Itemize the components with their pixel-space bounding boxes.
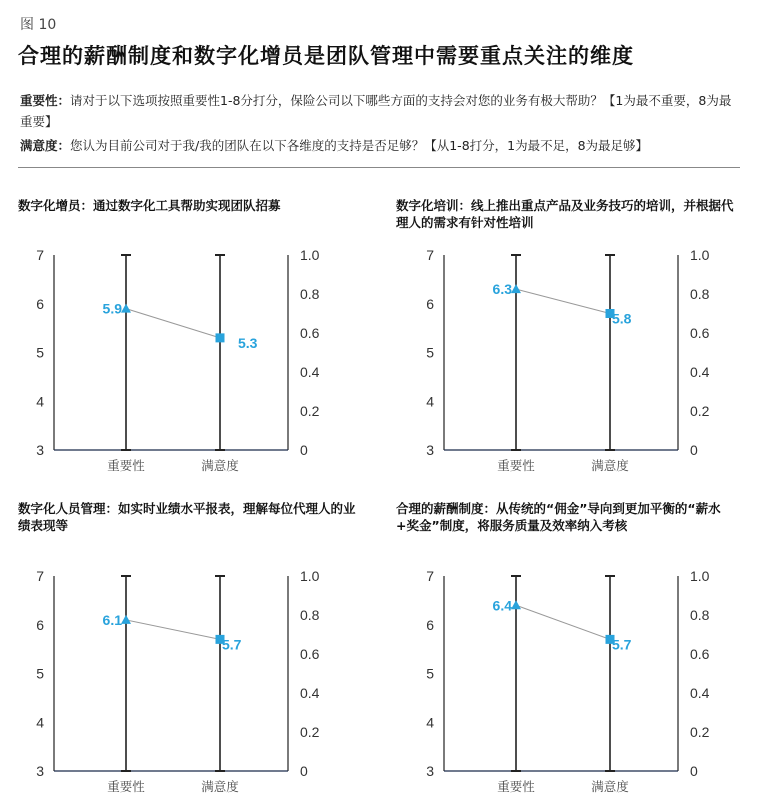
chart-panel-2: [396, 197, 760, 497]
satisfaction-note: [20, 135, 740, 156]
y-tick-label: 5: [36, 665, 44, 682]
y2-tick-label: 0.6: [690, 325, 710, 341]
y2-tick-label: 0.2: [690, 724, 710, 740]
y-tick-label: 4: [36, 714, 44, 731]
y-tick-label: 4: [426, 393, 434, 410]
series-line: [516, 289, 610, 313]
y2-tick-label: 0.8: [300, 286, 320, 302]
y2-tick-label: 0.8: [690, 286, 710, 302]
y2-tick-label: 0.6: [300, 325, 320, 341]
y2-tick-label: 1.0: [690, 568, 710, 584]
y2-tick-label: 0: [300, 442, 308, 458]
y-tick-label: 5: [426, 665, 434, 682]
y2-tick-label: 0.2: [690, 403, 710, 419]
y2-tick-label: 1.0: [690, 247, 710, 263]
series-line: [126, 620, 220, 640]
triangle-marker: [511, 284, 521, 293]
category-label: 满意度: [591, 779, 629, 794]
y2-tick-label: 0.4: [690, 685, 710, 701]
satisfaction-label: 满意度：: [20, 138, 71, 153]
y-tick-label: 7: [36, 247, 44, 263]
y-tick-label: 7: [426, 568, 434, 584]
y-tick-label: 7: [36, 568, 44, 584]
triangle-marker: [511, 600, 521, 609]
chart-2: [390, 240, 760, 480]
triangle-marker: [121, 615, 131, 624]
chart-panel-3: [18, 500, 398, 800]
y-tick-label: 6: [36, 295, 44, 312]
category-label: 重要性: [497, 458, 535, 473]
square-marker: [216, 333, 225, 342]
data-label: 5.8: [612, 310, 632, 327]
y2-tick-label: 0: [690, 442, 698, 458]
category-label: 重要性: [107, 779, 145, 794]
chart-panel-1: [18, 197, 398, 497]
chart-title: 数字化增员：通过数字化工具帮助实现团队招募: [18, 198, 281, 213]
chart-1: [0, 240, 380, 480]
series-line: [516, 605, 610, 639]
category-label: 满意度: [591, 458, 629, 473]
y-tick-label: 3: [426, 763, 434, 779]
y-tick-label: 6: [426, 295, 434, 312]
y-tick-label: 3: [36, 763, 44, 779]
y-tick-label: 7: [426, 247, 434, 263]
category-label: 满意度: [201, 458, 239, 473]
y2-tick-label: 0.4: [300, 364, 320, 380]
data-label: 6.3: [492, 281, 512, 298]
data-label: 6.1: [102, 611, 122, 628]
figure-label: 图 10: [20, 17, 57, 33]
series-line: [126, 309, 220, 338]
y2-tick-label: 0.8: [690, 607, 710, 623]
chart-3: [0, 561, 380, 801]
chart-panel-4: [396, 500, 760, 800]
y-tick-label: 5: [36, 344, 44, 361]
triangle-marker: [121, 304, 131, 313]
y-tick-label: 3: [36, 442, 44, 458]
importance-label: 重要性：: [20, 93, 71, 108]
data-label: 6.4: [492, 597, 512, 614]
y2-tick-label: 0.2: [300, 403, 320, 419]
y2-tick-label: 0.4: [300, 685, 320, 701]
importance-note: [20, 90, 740, 132]
y2-tick-label: 0.4: [690, 364, 710, 380]
satisfaction-text: 您认为目前公司对于我/我的团队在以下各维度的支持是否足够？【从1-8打分，1为最不足，8为最足够】: [70, 138, 649, 153]
chart-title: 数字化培训：线上推出重点产品及业务技巧的培训，并根据代理人的需求有针对性培训: [396, 198, 734, 230]
data-label: 5.3: [238, 334, 258, 351]
y-tick-label: 4: [426, 714, 434, 731]
category-label: 重要性: [497, 779, 535, 794]
y-tick-label: 6: [426, 616, 434, 633]
importance-text: 请对于以下选项按照重要性1-8分打分，保险公司以下哪些方面的支持会对您的业务有极大帮助？【1为最不重要，8为最重要】: [20, 93, 732, 129]
data-label: 5.7: [612, 636, 632, 653]
chart-4: [390, 561, 760, 801]
y2-tick-label: 0: [690, 763, 698, 779]
y2-tick-label: 1.0: [300, 568, 320, 584]
y2-tick-label: 1.0: [300, 247, 320, 263]
y2-tick-label: 0: [300, 763, 308, 779]
y2-tick-label: 0.8: [300, 607, 320, 623]
y-tick-label: 3: [426, 442, 434, 458]
data-label: 5.7: [222, 636, 242, 653]
chart-title: 数字化人员管理：如实时业绩水平报表，理解每位代理人的业绩表现等: [18, 501, 356, 533]
data-label: 5.9: [102, 300, 122, 317]
y2-tick-label: 0.2: [300, 724, 320, 740]
y-tick-label: 4: [36, 393, 44, 410]
category-label: 重要性: [107, 458, 145, 473]
y-tick-label: 5: [426, 344, 434, 361]
page-title: 合理的薪酬制度和数字化增员是团队管理中需要重点关注的维度: [18, 44, 634, 68]
y-tick-label: 6: [36, 616, 44, 633]
divider: [18, 167, 740, 168]
chart-title: 合理的薪酬制度：从传统的“佣金”导向到更加平衡的“薪水+奖金”制度，将服务质量及效率纳入考核: [396, 501, 721, 533]
y2-tick-label: 0.6: [690, 646, 710, 662]
y2-tick-label: 0.6: [300, 646, 320, 662]
category-label: 满意度: [201, 779, 239, 794]
